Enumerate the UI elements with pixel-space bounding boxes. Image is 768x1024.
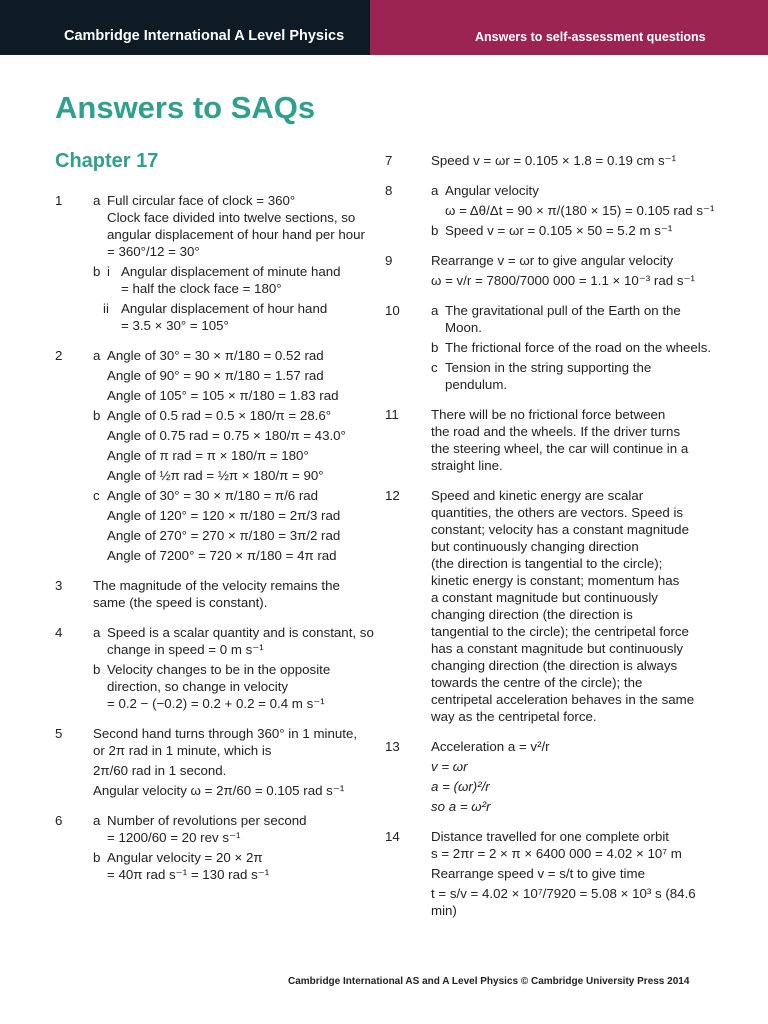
equation-line: Angle of 30° = 30 × π/180 = π/6 rad	[107, 488, 319, 503]
answer-line: Moon.	[445, 320, 482, 335]
question-number: 5	[55, 726, 63, 741]
equation-line: Rearrange speed v = s/t to give time	[431, 866, 645, 881]
part-label: b	[431, 223, 439, 238]
question-number: 8	[385, 183, 393, 198]
equation-line: 2π/60 rad in 1 second.	[93, 763, 227, 778]
equation-line: Angle of ½π rad = ½π × 180/π = 90°	[107, 468, 324, 483]
part-a	[431, 182, 715, 219]
part-label: a	[93, 193, 101, 208]
answer-14	[385, 828, 715, 919]
answer-line: = 40π rad s⁻¹ = 130 rad s⁻¹	[107, 867, 270, 882]
answer-line: Tension in the string supporting the	[445, 360, 652, 375]
part-label: c	[431, 360, 438, 375]
answer-10	[385, 302, 715, 393]
answer-line: Number of revolutions per second	[107, 813, 307, 828]
part-a	[93, 192, 375, 260]
answer-line: = half the clock face = 180°	[121, 281, 282, 296]
answer-line: straight line.	[431, 458, 503, 473]
chapter-heading: Chapter 17	[55, 150, 159, 172]
equation-line: Angle of 7200° = 720 × π/180 = 4π rad	[107, 548, 337, 563]
part-c	[431, 359, 715, 393]
answer-line: Speed v = ωr = 0.105 × 1.8 = 0.19 cm s⁻¹	[431, 153, 677, 168]
part-label: b	[93, 264, 101, 279]
equation-line: t = s/v = 4.02 × 10⁷/7920 = 5.08 × 10³ s (84.6 min)	[431, 886, 696, 918]
answer-line: direction, so change in velocity	[107, 679, 289, 694]
equation-line: ω = v/r = 7800/7000 000 = 1.1 × 10⁻³ rad s⁻¹	[431, 273, 695, 288]
answer-line: changing direction (the direction is always	[431, 658, 678, 673]
answer-line: The gravitational pull of the Earth on the	[445, 303, 681, 318]
part-label: b	[93, 850, 101, 865]
part-b	[93, 661, 375, 712]
answer-line: Angular displacement of hour hand	[121, 301, 328, 316]
equation-line: Angle of 30° = 30 × π/180 = 0.52 rad	[107, 348, 324, 363]
left-column	[55, 192, 375, 896]
answer-line: Clock face divided into twelve sections, so	[107, 210, 356, 225]
answer-line: Rearrange v = ωr to give angular velocity	[431, 253, 674, 268]
equation-line: s = 2πr = 2 × π × 6400 000 = 4.02 × 10⁷ m	[431, 846, 682, 861]
equation-line: Angle of 0.5 rad = 0.5 × 180/π = 28.6°	[107, 408, 332, 423]
answer-8	[385, 182, 715, 239]
part-label: a	[93, 813, 101, 828]
answer-line: but continuously changing direction	[431, 539, 639, 554]
question-number: 6	[55, 813, 63, 828]
answer-5	[55, 725, 375, 799]
part-label: a	[431, 183, 439, 198]
answer-line: The magnitude of the velocity remains the	[93, 578, 340, 593]
answer-6	[55, 812, 375, 883]
answer-line: = 3.5 × 30° = 105°	[121, 318, 229, 333]
answer-1	[55, 192, 375, 334]
equation-line: Acceleration a = v²/r	[431, 739, 550, 754]
part-label: a	[431, 303, 439, 318]
answer-line: constant; velocity has a constant magnitude	[431, 522, 689, 537]
equation-line: Angle of 105° = 105 × π/180 = 1.83 rad	[107, 388, 339, 403]
part-b	[431, 339, 715, 356]
equation-line: Angle of 120° = 120 × π/180 = 2π/3 rad	[107, 508, 341, 523]
question-number: 7	[385, 153, 393, 168]
question-number: 11	[385, 407, 399, 422]
answer-line: same (the speed is constant).	[93, 595, 268, 610]
subpart-i	[107, 263, 375, 297]
page-title: Answers to SAQs	[55, 90, 316, 125]
answer-12	[385, 487, 715, 725]
answer-line: Angular velocity	[445, 183, 539, 198]
question-number: 4	[55, 625, 63, 640]
page-footer: Cambridge International AS and A Level Physics © Cambridge University Press 2014	[288, 976, 690, 987]
equation-line: so a = ω²r	[431, 799, 491, 814]
subpart-ii	[103, 300, 375, 334]
answer-line: There will be no frictional force between	[431, 407, 666, 422]
equation-line: Angle of 270° = 270 × π/180 = 3π/2 rad	[107, 528, 341, 543]
question-number: 10	[385, 303, 400, 318]
answer-2	[55, 347, 375, 564]
part-b	[93, 263, 375, 334]
answer-line: kinetic energy is constant; momentum has	[431, 573, 680, 588]
answer-13	[385, 738, 715, 815]
question-number: 9	[385, 253, 393, 268]
part-label: a	[93, 625, 101, 640]
answer-line: Speed and kinetic energy are scalar	[431, 488, 644, 503]
answer-line: a constant magnitude but continuously	[431, 590, 658, 605]
answer-line: pendulum.	[445, 377, 508, 392]
question-number: 3	[55, 578, 63, 593]
part-a	[431, 302, 715, 336]
part-b	[93, 849, 375, 883]
answer-line: Angular velocity = 20 × 2π	[107, 850, 263, 865]
answer-line: the road and the wheels. If the driver turns	[431, 424, 681, 439]
answer-4	[55, 624, 375, 712]
equation-line: v = ωr	[431, 759, 468, 774]
answer-line: (the direction is tangential to the circle);	[431, 556, 663, 571]
answer-line: way as the centripetal force.	[431, 709, 597, 724]
subpart-label: i	[107, 264, 110, 279]
answer-line: or 2π rad in 1 minute, which is	[93, 743, 272, 758]
answer-11	[385, 406, 715, 474]
part-c	[93, 487, 375, 564]
answer-line: The frictional force of the road on the wheels.	[445, 340, 712, 355]
answer-3	[55, 577, 375, 611]
answer-7	[385, 152, 715, 169]
right-column	[385, 152, 715, 932]
answer-line: Speed is a scalar quantity and is constant, so	[107, 625, 374, 640]
answer-line: = 0.2 − (−0.2) = 0.2 + 0.2 = 0.4 m s⁻¹	[107, 696, 325, 711]
answer-line: has a constant magnitude but continuously	[431, 641, 684, 656]
part-a	[93, 347, 375, 404]
answer-line: Second hand turns through 360° in 1 minute,	[93, 726, 358, 741]
part-b	[93, 407, 375, 484]
answer-9	[385, 252, 715, 289]
header-section: Answers to self-assessment questions	[370, 0, 768, 55]
answer-line: towards the centre of the circle); the	[431, 675, 643, 690]
part-label: c	[93, 488, 100, 503]
answer-line: quantities, the others are vectors. Speed is	[431, 505, 684, 520]
part-label: b	[93, 662, 101, 677]
question-number: 14	[385, 829, 400, 844]
answer-line: = 360°/12 = 30°	[107, 244, 200, 259]
answer-line: = 1200/60 = 20 rev s⁻¹	[107, 830, 241, 845]
subpart-label: ii	[103, 301, 109, 316]
answer-line: centripetal acceleration behaves in the same	[431, 692, 695, 707]
equation-line: Angle of π rad = π × 180/π = 180°	[107, 448, 309, 463]
answer-line: Angular displacement of minute hand	[121, 264, 341, 279]
part-label: a	[93, 348, 101, 363]
part-a	[93, 624, 375, 658]
part-label: b	[431, 340, 439, 355]
question-number: 12	[385, 488, 400, 503]
answer-line: tangential to the circle); the centripetal force	[431, 624, 689, 639]
answer-line: Velocity changes to be in the opposite	[107, 662, 331, 677]
answer-line: change in speed = 0 m s⁻¹	[107, 642, 264, 657]
part-a	[93, 812, 375, 846]
answer-line: changing direction (the direction is	[431, 607, 633, 622]
part-b	[431, 222, 715, 239]
answer-line: the steering wheel, the car will continue in a	[431, 441, 689, 456]
question-number: 2	[55, 348, 63, 363]
equation-line: Angle of 90° = 90 × π/180 = 1.57 rad	[107, 368, 324, 383]
question-number: 1	[55, 193, 63, 208]
header-book-title: Cambridge International A Level Physics	[0, 0, 370, 55]
equation-line: a = (ωr)²/r	[431, 779, 490, 794]
answer-line: Distance travelled for one complete orbit	[431, 829, 669, 844]
question-number: 13	[385, 739, 400, 754]
equation-line: ω = Δθ/Δt = 90 × π/(180 × 15) = 0.105 rad s⁻¹	[445, 203, 715, 218]
part-label: b	[93, 408, 101, 423]
equation-line: Angle of 0.75 rad = 0.75 × 180/π = 43.0°	[107, 428, 346, 443]
equation-line: Angular velocity ω = 2π/60 = 0.105 rad s⁻¹	[93, 783, 345, 798]
answer-line: angular displacement of hour hand per hour	[107, 227, 365, 242]
answer-line: Speed v = ωr = 0.105 × 50 = 5.2 m s⁻¹	[445, 223, 673, 238]
answer-line: Full circular face of clock = 360°	[107, 193, 296, 208]
